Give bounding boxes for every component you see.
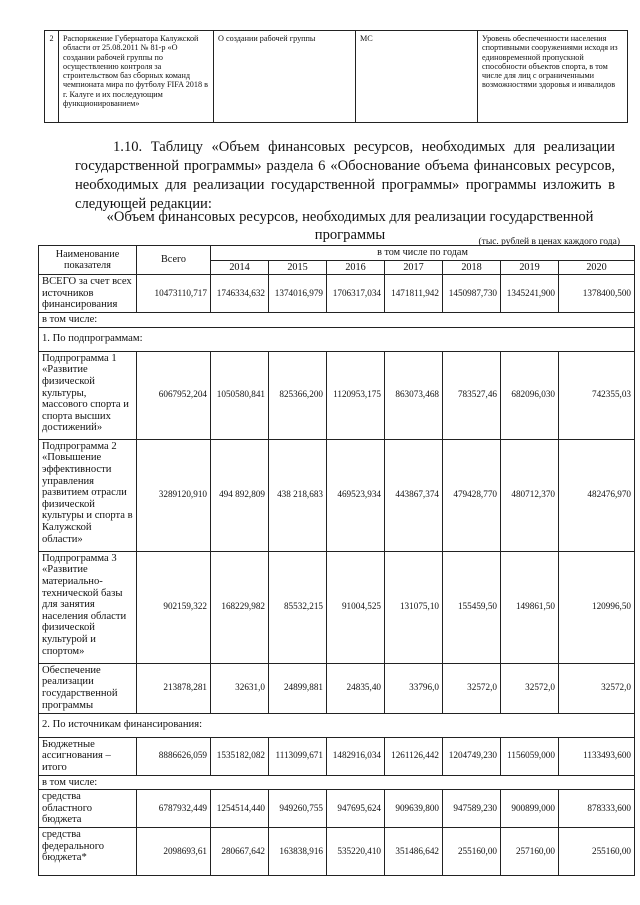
header-name: Наименование показателя bbox=[39, 246, 137, 275]
year-value: 535220,410 bbox=[327, 827, 385, 875]
year-value: 32572,0 bbox=[501, 663, 559, 713]
header-year: 2014 bbox=[211, 260, 269, 275]
row-label: Подпрограмма 2 «Повышение эффективности управления развитием отрасли физической культуры и спорта в Калужской области» bbox=[39, 439, 137, 551]
table-row bbox=[39, 551, 635, 663]
year-value: 742355,03 bbox=[559, 351, 635, 439]
document-subject: О создании рабочей группы bbox=[214, 31, 356, 123]
year-value: 255160,00 bbox=[559, 827, 635, 875]
row-label: 1. По подпрограммам: bbox=[39, 327, 635, 351]
table-section-row bbox=[39, 327, 635, 351]
year-value: 32572,0 bbox=[559, 663, 635, 713]
year-value: 1113099,671 bbox=[269, 737, 327, 775]
year-value: 947589,230 bbox=[443, 790, 501, 828]
financial-resources-table bbox=[38, 245, 635, 876]
year-value: 1120953,175 bbox=[327, 351, 385, 439]
row-label: Подпрограмма 3 «Развитие материально-технической базы для занятия населения области физической культурой и спортом» bbox=[39, 551, 137, 663]
indicator: Уровень обеспеченности населения спортивными сооружениями исходя из единовременной пропускной способности объектов спорта, в том числе для лиц с ограниченными возможностями здоровья и инвалидов bbox=[478, 31, 628, 123]
year-value: 469523,934 bbox=[327, 439, 385, 551]
year-value: 438 218,683 bbox=[269, 439, 327, 551]
year-value: 257160,00 bbox=[501, 827, 559, 875]
year-value: 1535182,082 bbox=[211, 737, 269, 775]
table-section-row bbox=[39, 713, 635, 737]
table-section-row bbox=[39, 775, 635, 790]
table-row bbox=[39, 275, 635, 313]
year-value: 280667,642 bbox=[211, 827, 269, 875]
units-note: (тыс. рублей в ценах каждого года) bbox=[478, 237, 620, 247]
table-row bbox=[39, 737, 635, 775]
row-label: Подпрограмма 1 «Развитие физической культуры, массового спорта и спорта высших достижений» bbox=[39, 351, 137, 439]
year-value: 479428,770 bbox=[443, 439, 501, 551]
row-label: Бюджетные ассигнования – итого bbox=[39, 737, 137, 775]
year-value: 32631,0 bbox=[211, 663, 269, 713]
row-label: средства областного бюджета bbox=[39, 790, 137, 828]
year-value: 1450987,730 bbox=[443, 275, 501, 313]
year-value: 783527,46 bbox=[443, 351, 501, 439]
table-section-row bbox=[39, 313, 635, 328]
row-total: 6787932,449 bbox=[137, 790, 211, 828]
year-value: 1345241,900 bbox=[501, 275, 559, 313]
year-value: 1261126,442 bbox=[385, 737, 443, 775]
year-value: 1156059,000 bbox=[501, 737, 559, 775]
row-total: 8886626,059 bbox=[137, 737, 211, 775]
year-value: 85532,215 bbox=[269, 551, 327, 663]
year-value: 1133493,600 bbox=[559, 737, 635, 775]
document-reference: Распоряжение Губернатора Калужской области от 25.08.2011 № 81-р «О создании рабочей группы по осуществлению контроля за строительством баз сборных команд чемпионата мира по футболу FIFA 2018 в г. Калуге и их последующим функционированием» bbox=[59, 31, 214, 123]
row-total: 2098693,61 bbox=[137, 827, 211, 875]
table-row bbox=[39, 790, 635, 828]
year-value: 149861,50 bbox=[501, 551, 559, 663]
amendment-paragraph bbox=[75, 138, 615, 214]
year-value: 443867,374 bbox=[385, 439, 443, 551]
paragraph-line: 1.10. Таблицу «Объем финансовых ресурсов, необходимых для реализации bbox=[113, 139, 615, 155]
year-value: 1746334,632 bbox=[211, 275, 269, 313]
header-year: 2020 bbox=[559, 260, 635, 275]
paragraph-line: необходимых для реализации государственной программы» программы изложить в bbox=[75, 177, 615, 193]
year-value: 1254514,440 bbox=[211, 790, 269, 828]
row-total: 213878,281 bbox=[137, 663, 211, 713]
table-row bbox=[39, 663, 635, 713]
table-row bbox=[39, 827, 635, 875]
year-value: 24899,881 bbox=[269, 663, 327, 713]
year-value: 91004,525 bbox=[327, 551, 385, 663]
row-label: 2. По источникам финансирования: bbox=[39, 713, 635, 737]
year-value: 909639,800 bbox=[385, 790, 443, 828]
year-value: 33796,0 bbox=[385, 663, 443, 713]
year-value: 825366,200 bbox=[269, 351, 327, 439]
executor: МС bbox=[356, 31, 478, 123]
year-value: 163838,916 bbox=[269, 827, 327, 875]
year-value: 480712,370 bbox=[501, 439, 559, 551]
row-total: 902159,322 bbox=[137, 551, 211, 663]
header-year: 2015 bbox=[269, 260, 327, 275]
year-value: 682096,030 bbox=[501, 351, 559, 439]
year-value: 1204749,230 bbox=[443, 737, 501, 775]
table-title-line: программы bbox=[314, 227, 386, 243]
table-row bbox=[39, 351, 635, 439]
header-year: 2017 bbox=[385, 260, 443, 275]
year-value: 32572,0 bbox=[443, 663, 501, 713]
year-value: 482476,970 bbox=[559, 439, 635, 551]
year-value: 131075,10 bbox=[385, 551, 443, 663]
row-number: 2 bbox=[45, 31, 59, 123]
year-value: 1471811,942 bbox=[385, 275, 443, 313]
year-value: 900899,000 bbox=[501, 790, 559, 828]
year-value: 863073,468 bbox=[385, 351, 443, 439]
table-row bbox=[39, 439, 635, 551]
year-value: 1706317,034 bbox=[327, 275, 385, 313]
header-total: Всего bbox=[137, 246, 211, 275]
row-label: Обеспечение реализации государственной программы bbox=[39, 663, 137, 713]
year-value: 155459,50 bbox=[443, 551, 501, 663]
year-value: 949260,755 bbox=[269, 790, 327, 828]
year-value: 120996,50 bbox=[559, 551, 635, 663]
header-year: 2019 bbox=[501, 260, 559, 275]
row-total: 6067952,204 bbox=[137, 351, 211, 439]
year-value: 494 892,809 bbox=[211, 439, 269, 551]
row-total: 10473110,717 bbox=[137, 275, 211, 313]
paragraph-line: следующей редакции: bbox=[75, 196, 212, 212]
row-label: ВСЕГО за счет всех источников финансирования bbox=[39, 275, 137, 313]
paragraph-line: государственной программы» раздела 6 «Обоснование объема финансовых ресурсов, bbox=[75, 158, 615, 174]
year-value: 1374016,979 bbox=[269, 275, 327, 313]
header-years-group: в том числе по годам bbox=[211, 246, 635, 261]
year-value: 1482916,034 bbox=[327, 737, 385, 775]
year-value: 168229,982 bbox=[211, 551, 269, 663]
header-year: 2018 bbox=[443, 260, 501, 275]
row-label: средства федерального бюджета* bbox=[39, 827, 137, 875]
year-value: 255160,00 bbox=[443, 827, 501, 875]
year-value: 1378400,500 bbox=[559, 275, 635, 313]
table-title-line: «Объем финансовых ресурсов, необходимых для реализации государственной bbox=[106, 209, 594, 225]
previous-table-row bbox=[44, 30, 628, 123]
row-label: в том числе: bbox=[39, 313, 635, 328]
row-label: в том числе: bbox=[39, 775, 635, 790]
year-value: 351486,642 bbox=[385, 827, 443, 875]
year-value: 24835,40 bbox=[327, 663, 385, 713]
year-value: 947695,624 bbox=[327, 790, 385, 828]
row-total: 3289120,910 bbox=[137, 439, 211, 551]
year-value: 1050580,841 bbox=[211, 351, 269, 439]
header-year: 2016 bbox=[327, 260, 385, 275]
year-value: 878333,600 bbox=[559, 790, 635, 828]
